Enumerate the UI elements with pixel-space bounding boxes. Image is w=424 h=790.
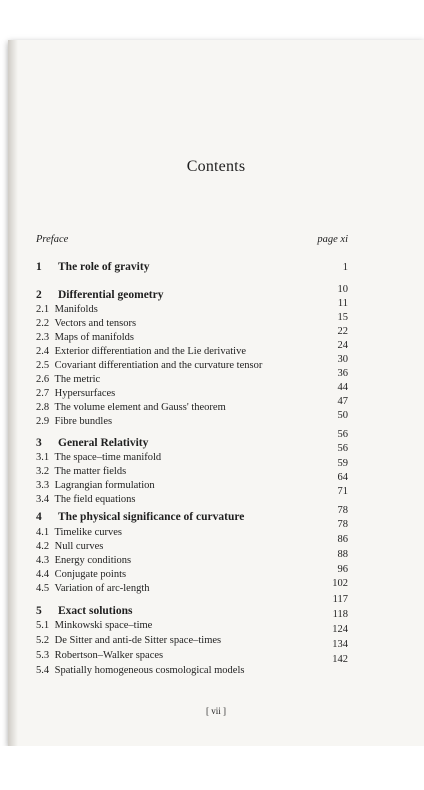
section-number: 4.2 [36, 541, 50, 552]
chapter-title: The physical significance of curvature [58, 511, 245, 523]
section-page: 47 [337, 396, 348, 407]
section-title: Exterior differentiation and the Lie derivative [54, 346, 246, 357]
chapter-title: Differential geometry [58, 289, 164, 301]
section-title: Null curves [54, 541, 104, 552]
section-title: The space–time manifold [54, 452, 162, 463]
section-page: 30 [337, 354, 348, 365]
section-number: 2.4 [36, 346, 50, 357]
section-title: Covariant differentiation and the curvature tensor [54, 360, 263, 371]
chapter-entry [36, 261, 348, 274]
section-number: 2.8 [36, 402, 50, 413]
section-title: Conjugate points [54, 569, 127, 580]
section-title: The volume element and Gauss' theorem [54, 402, 226, 413]
section-number: 2.7 [36, 388, 50, 399]
section-title: Manifolds [54, 304, 98, 315]
section-number: 2.9 [36, 416, 50, 427]
section-number: 5.4 [36, 665, 50, 676]
section-number: 2.6 [36, 374, 50, 385]
chapter-number: 3 [36, 437, 42, 449]
chapter-number: 1 [36, 261, 42, 273]
section-title: Maps of manifolds [54, 332, 134, 343]
section-number: 4.5 [36, 583, 50, 594]
section-title: Lagrangian formulation [54, 480, 155, 491]
section-page: 88 [337, 549, 348, 560]
chapter-page: 10 [337, 284, 348, 295]
section-number: 5.3 [36, 650, 50, 661]
section-number: 2.1 [36, 304, 50, 315]
section-page: 142 [332, 654, 348, 665]
section-title: De Sitter and anti-de Sitter space–times [54, 635, 222, 646]
preface-label: Preface [36, 234, 69, 245]
section-number: 2.3 [36, 332, 50, 343]
section-page: 96 [337, 564, 348, 575]
section-title: The field equations [54, 494, 136, 505]
section-number: 5.1 [36, 620, 50, 631]
page-folio: [ vii ] [206, 706, 226, 716]
page-spine-shadow [8, 40, 18, 746]
chapter-page: 117 [332, 594, 348, 605]
section-page: 78 [337, 519, 348, 530]
section-title: The matter fields [54, 466, 127, 477]
section-title: Spatially homogeneous cosmological models [54, 665, 245, 676]
section-title: Energy conditions [54, 555, 132, 566]
section-page: 36 [337, 368, 348, 379]
section-title: Minkowski space–time [54, 620, 153, 631]
section-title: Vectors and tensors [54, 318, 137, 329]
section-number: 3.3 [36, 480, 50, 491]
section-number: 3.1 [36, 452, 50, 463]
section-number: 4.4 [36, 569, 50, 580]
book-page [8, 40, 424, 746]
chapter-page: 56 [337, 429, 348, 440]
section-page: 11 [337, 298, 348, 309]
section-title: Fibre bundles [54, 416, 113, 427]
chapter-number: 4 [36, 511, 42, 523]
section-title: Hypersurfaces [54, 388, 116, 399]
section-number: 4.1 [36, 527, 50, 538]
section-title: The metric [54, 374, 101, 385]
section-number: 2.5 [36, 360, 50, 371]
preface-entry [36, 233, 348, 246]
chapter-page: 78 [337, 505, 348, 516]
section-number: 4.3 [36, 555, 50, 566]
chapter-title: The role of gravity [58, 261, 150, 273]
section-page: 86 [337, 534, 348, 545]
section-page: 44 [337, 382, 348, 393]
section-number: 5.2 [36, 635, 50, 646]
chapter-page-secondary: 118 [332, 609, 348, 620]
chapter-title: Exact solutions [58, 605, 133, 617]
section-title: Robertson–Walker spaces [54, 650, 164, 661]
section-number: 3.2 [36, 466, 50, 477]
preface-page: page xi [317, 234, 348, 245]
background-below-page [0, 746, 424, 790]
section-page: 56 [337, 443, 348, 454]
section-number: 2.2 [36, 318, 50, 329]
section-number: 3.4 [36, 494, 50, 505]
chapter-number: 5 [36, 605, 42, 617]
section-page: 22 [337, 326, 348, 337]
chapter-number: 2 [36, 289, 42, 301]
section-page: 71 [337, 486, 348, 497]
section-page: 124 [332, 624, 348, 635]
chapter-page: 1 [342, 262, 348, 273]
section-page: 64 [337, 472, 348, 483]
section-page: 102 [332, 578, 348, 589]
section-title: Variation of arc-length [54, 583, 150, 594]
section-title: Timelike curves [54, 527, 123, 538]
section-page: 15 [337, 312, 348, 323]
chapter-title: General Relativity [58, 437, 149, 449]
contents-heading: Contents [186, 158, 246, 175]
section-page: 134 [332, 639, 348, 650]
section-page: 59 [337, 458, 348, 469]
section-page: 24 [337, 340, 348, 351]
section-page: 50 [337, 410, 348, 421]
